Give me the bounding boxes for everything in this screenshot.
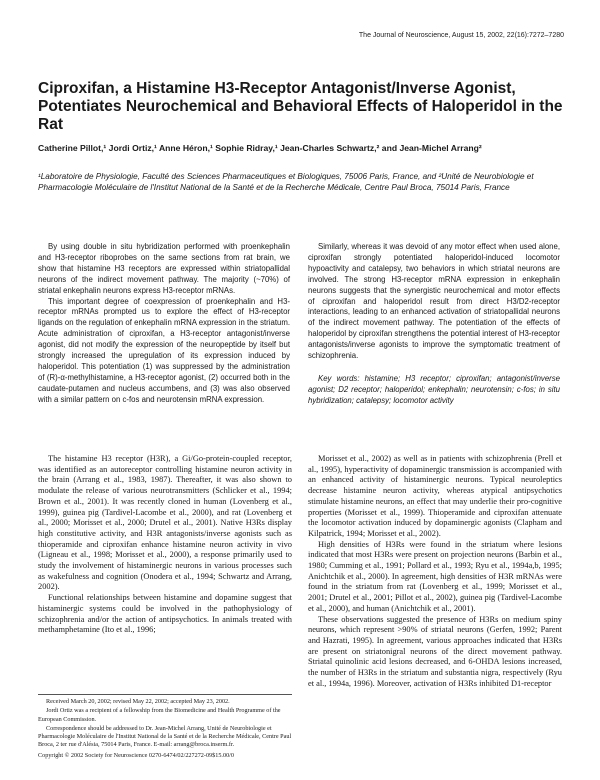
body-paragraph: Functional relationships between histamine and dopamine suggest that histaminergic systems could be involved in the pathophysiology of schizophrenia and/or the action of antipsychotics. In animals treated with methamphetamine (Ito et al., 1996; [38, 593, 292, 635]
abstract-right-column [308, 242, 560, 407]
footnote-divider [38, 694, 292, 695]
article-title: Ciproxifan, a Histamine H3-Receptor Antagonist/Inverse Agonist, Potentiates Neurochemical and Behavioral Effects of Haloperidol in the Rat [38, 80, 563, 133]
body-paragraph: These observations suggested the presence of H3Rs on medium spiny neurons, which represent >90% of striatal neurons (Gerfen, 1992; Parent and Hazrati, 1995). In agreement, various approaches indicated that H3Rs are present on striatonigral neurons of the direct movement pathway. Striatal quinolinic acid lesions decreased, and 6-OHDA lesions increased, the number of H3Rs in the striatum and substantia nigra, respectively (Ryu et al., 1994a, 1996). Moreover, activation of H3Rs inhibited D1-receptor [308, 614, 562, 688]
body-paragraph: Morisset et al., 2002) as well as in patients with schizophrenia (Prell et al., 1995), hyperactivity of dopaminergic transmission is accompanied with an enhanced activity of histaminergic neurons. Typical neuroleptics decrease histamine neuron activity, whereas atypical antipsychotics stimulate histamine neurons, an effect that may underlie their pro-cognitive properties (Morisset et al., 1999). Thioperamide and ciproxifan attenuate the locomotor activation induced by dopaminergic agonists (Clapham and Kilpatrick, 1994; Morisset et al., 2002). [308, 454, 562, 538]
body-paragraph: The histamine H3 receptor (H3R), a Gi/Go-protein-coupled receptor, was identified as an autoreceptor controlling histamine neuron activity in the brain (Arrang et al., 1983, 1987). Thereafter, it was also shown to modulate the release of various neurotransmitters (Schlicker et al., 1994; Brown et al., 2001). It was recently cloned in human (Lovenberg et al., 1999), guinea pig (Tardivel-Lacombe et al., 2000), and rat (Lovenberg et al., 2000; Morisset et al., 2000; Drutel et al., 2001). Native H3Rs display high constitutive activity, and H3R antagonists/inverse agonists such as thioperamide and ciproxifan enhance histamine neuron activity in vivo (Ligneau et al., 1998; Morisset et al., 2000), a response primarily used to study the involvement of histaminergic neurons in various processes such as wakefulness and cognition (Onodera et al., 1994; Schwartz and Arrang, 2002). [38, 454, 292, 592]
abstract-paragraph: Similarly, whereas it was devoid of any motor effect when used alone, ciproxifan strongly potentiated haloperidol-induced locomotor hypoactivity and catalepsy, two behaviors in which striatal neurons are involved. The strong H3-receptor mRNA expression in enkephalin neurons suggests that the synergistic neurochemical and motor effects of ciproxifan and haloperidol result from direct H3/D2-receptor interactions, leading to an enhanced activation of striatopallidal neurons of the indirect movement pathway. The potentiation of the effects of haloperidol by ciproxifan strengthens the potential interest of H3-receptor antagonists/inverse agonists to improve the symptomatic treatment of schizophrenia. [308, 242, 560, 361]
abstract-paragraph: By using double in situ hybridization performed with proenkephalin and H3-receptor riboprobes on the same sections from rat brain, we show that histamine H3 receptors are expressed within striatopallidal neurons of the indirect movement pathway. The majority (~70%) of striatal enkephalin neurons express H3-receptor mRNAs. [38, 242, 290, 295]
author-affiliations: ¹Laboratoire de Physiologie, Faculté des Sciences Pharmaceutiques et Biologiques, 75006 Paris, France, and ²Unité de Neurobiologie et Pharmacologie Moléculaire de l'Institut National de la Santé et de la Recherche Médicale, Centre Paul Broca, 75014 Paris, France [38, 172, 534, 192]
correspondence-note: Correspondence should be addressed to Dr. Jean-Michel Arrang, Unité de Neurobiologie et Pharmacologie Moléculaire de l'Institut National de la Santé et de la Recherche Médicale, Centre Paul Broca, 2 ter rue d'Alésia, 75014 Paris, France. E-mail: arrang@broca.inserm.fr. [38, 724, 292, 749]
author-list: Catherine Pillot,¹ Jordi Ortiz,¹ Anne Héron,¹ Sophie Ridray,¹ Jean-Charles Schwartz,² and Jean-Michel Arrang² [38, 143, 482, 153]
journal-header: The Journal of Neuroscience, August 15, 2002, 22(16):7272–7280 [358, 32, 564, 39]
fellowship-note: Jordi Ortiz was a recipient of a fellowship from the Biomedicine and Health Programme of the European Commission. [38, 707, 281, 723]
body-left-column [38, 454, 292, 636]
body-right-column [308, 454, 562, 689]
keywords: Key words: histamine; H3 receptor; ciproxifan; antagonist/inverse agonist; D2 receptor; haloperidol; enkephalin; neurotensin; c-fos; in situ hybridization; catalepsy; locomotor activity [308, 373, 560, 405]
abstract-left-column [38, 242, 290, 406]
footnotes [38, 694, 292, 761]
copyright-line: Copyright © 2002 Society for Neuroscience 0270-6474/02/227272-09$15.00/0 [38, 751, 234, 759]
received-dates: Received March 20, 2002; revised May 22, 2002; accepted May 23, 2002. [46, 698, 230, 705]
abstract-paragraph: This important degree of coexpression of proenkephalin and H3-receptor mRNAs prompted us to explore the effect of H3-receptor ligands on the regulation of enkephalin mRNA expression in the striatum. Acute administration of ciproxifan, a H3-receptor antagonist/inverse agonist, did not modify the expression of the neuropeptide by itself but strongly increased the upregulation of its expression induced by haloperidol. This potentiation (1) was suppressed by the administration of (R)-α-methylhistamine, a H3-receptor agonist, (2) occurred both in the caudate-putamen and nucleus accumbens, and (3) was also observed with a similar pattern on c-fos and neurotensin mRNA expression. [38, 296, 290, 404]
body-paragraph: High densities of H3Rs were found in the striatum where lesions indicated that most H3Rs were present on projection neurons (Barbin et al., 1980; Cumming et al., 1991; Pollard et al., 1993; Ryu et al., 1994a,b, 1995; Anichtchik et al., 2000). In agreement, high densities of H3R mRNAs were found in the striatum from rat (Lovenberg et al., 1999; Morisset et al., 2001; Drutel et al., 2001; Pillot et al., 2002), guinea pig (Tardivel-Lacombe et al., 2000), and human (Anichtchik et al., 2001). [308, 539, 562, 613]
